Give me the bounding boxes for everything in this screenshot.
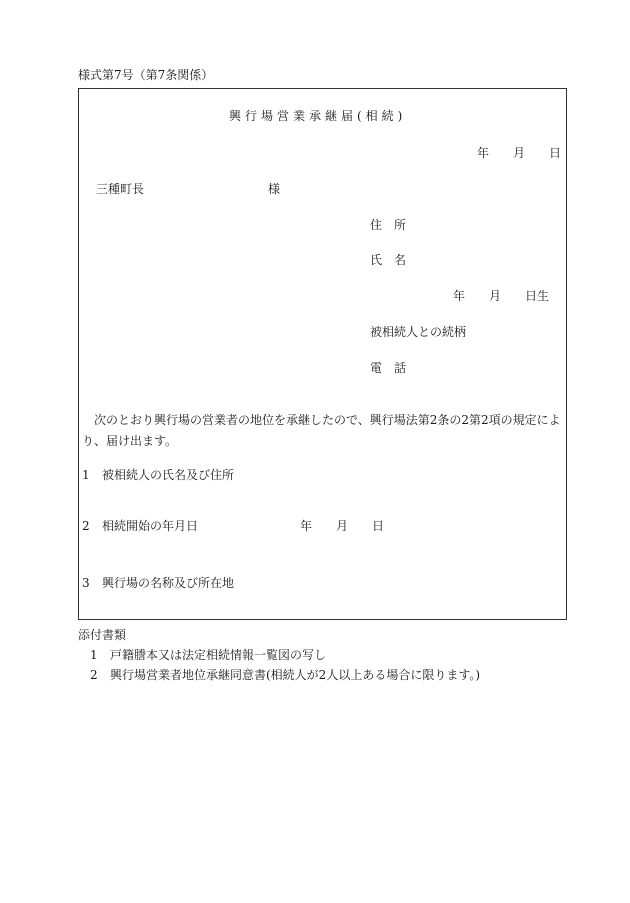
name-label: 氏 名 — [370, 253, 407, 267]
address-label: 住 所 — [370, 218, 407, 232]
form-number: 様式第7号（第7条関係） — [78, 68, 214, 82]
item-3-label: 興行場の名称及び所在地 — [102, 576, 235, 590]
item-2-number: 2 — [82, 519, 90, 533]
attachment-2-number: 2 — [90, 668, 98, 682]
item-3-number: 3 — [82, 576, 90, 590]
item-2-label: 相続開始の年月日 — [102, 519, 199, 533]
attachment-2-text: 興行場営業者地位承継同意書(相続人が2人以上ある場合に限ります。) — [110, 668, 481, 682]
form-title: 興行場営業承継届(相続) — [229, 109, 407, 123]
relation-label: 被相続人との続柄 — [370, 325, 467, 339]
date-month-label: 月 — [513, 146, 526, 160]
date-day-label: 日 — [549, 146, 562, 160]
birth-month-label: 月 — [489, 289, 502, 303]
addressee-honorific: 様 — [268, 182, 281, 196]
item-2-day-label: 日 — [372, 519, 385, 533]
item-2-year-label: 年 — [300, 519, 313, 533]
addressee-name: 三種町長 — [96, 182, 145, 196]
birth-day-label: 日生 — [525, 289, 550, 303]
birth-year-label: 年 — [453, 289, 466, 303]
phone-label: 電 話 — [370, 361, 407, 375]
attachment-1-number: 1 — [90, 648, 98, 662]
item-2-month-label: 月 — [336, 519, 349, 533]
attachments-heading: 添付書類 — [78, 628, 127, 642]
item-1-label: 被相続人の氏名及び住所 — [102, 468, 235, 482]
attachment-1-text: 戸籍謄本又は法定相続情報一覧図の写し — [110, 648, 327, 662]
declaration-text: 次のとおり興行場の営業者の地位を承継したので、興行場法第2条の2第2項の規定により、届け出ます。 — [82, 413, 561, 448]
form-frame — [78, 88, 567, 620]
date-year-label: 年 — [477, 146, 490, 160]
item-1-number: 1 — [82, 468, 90, 482]
